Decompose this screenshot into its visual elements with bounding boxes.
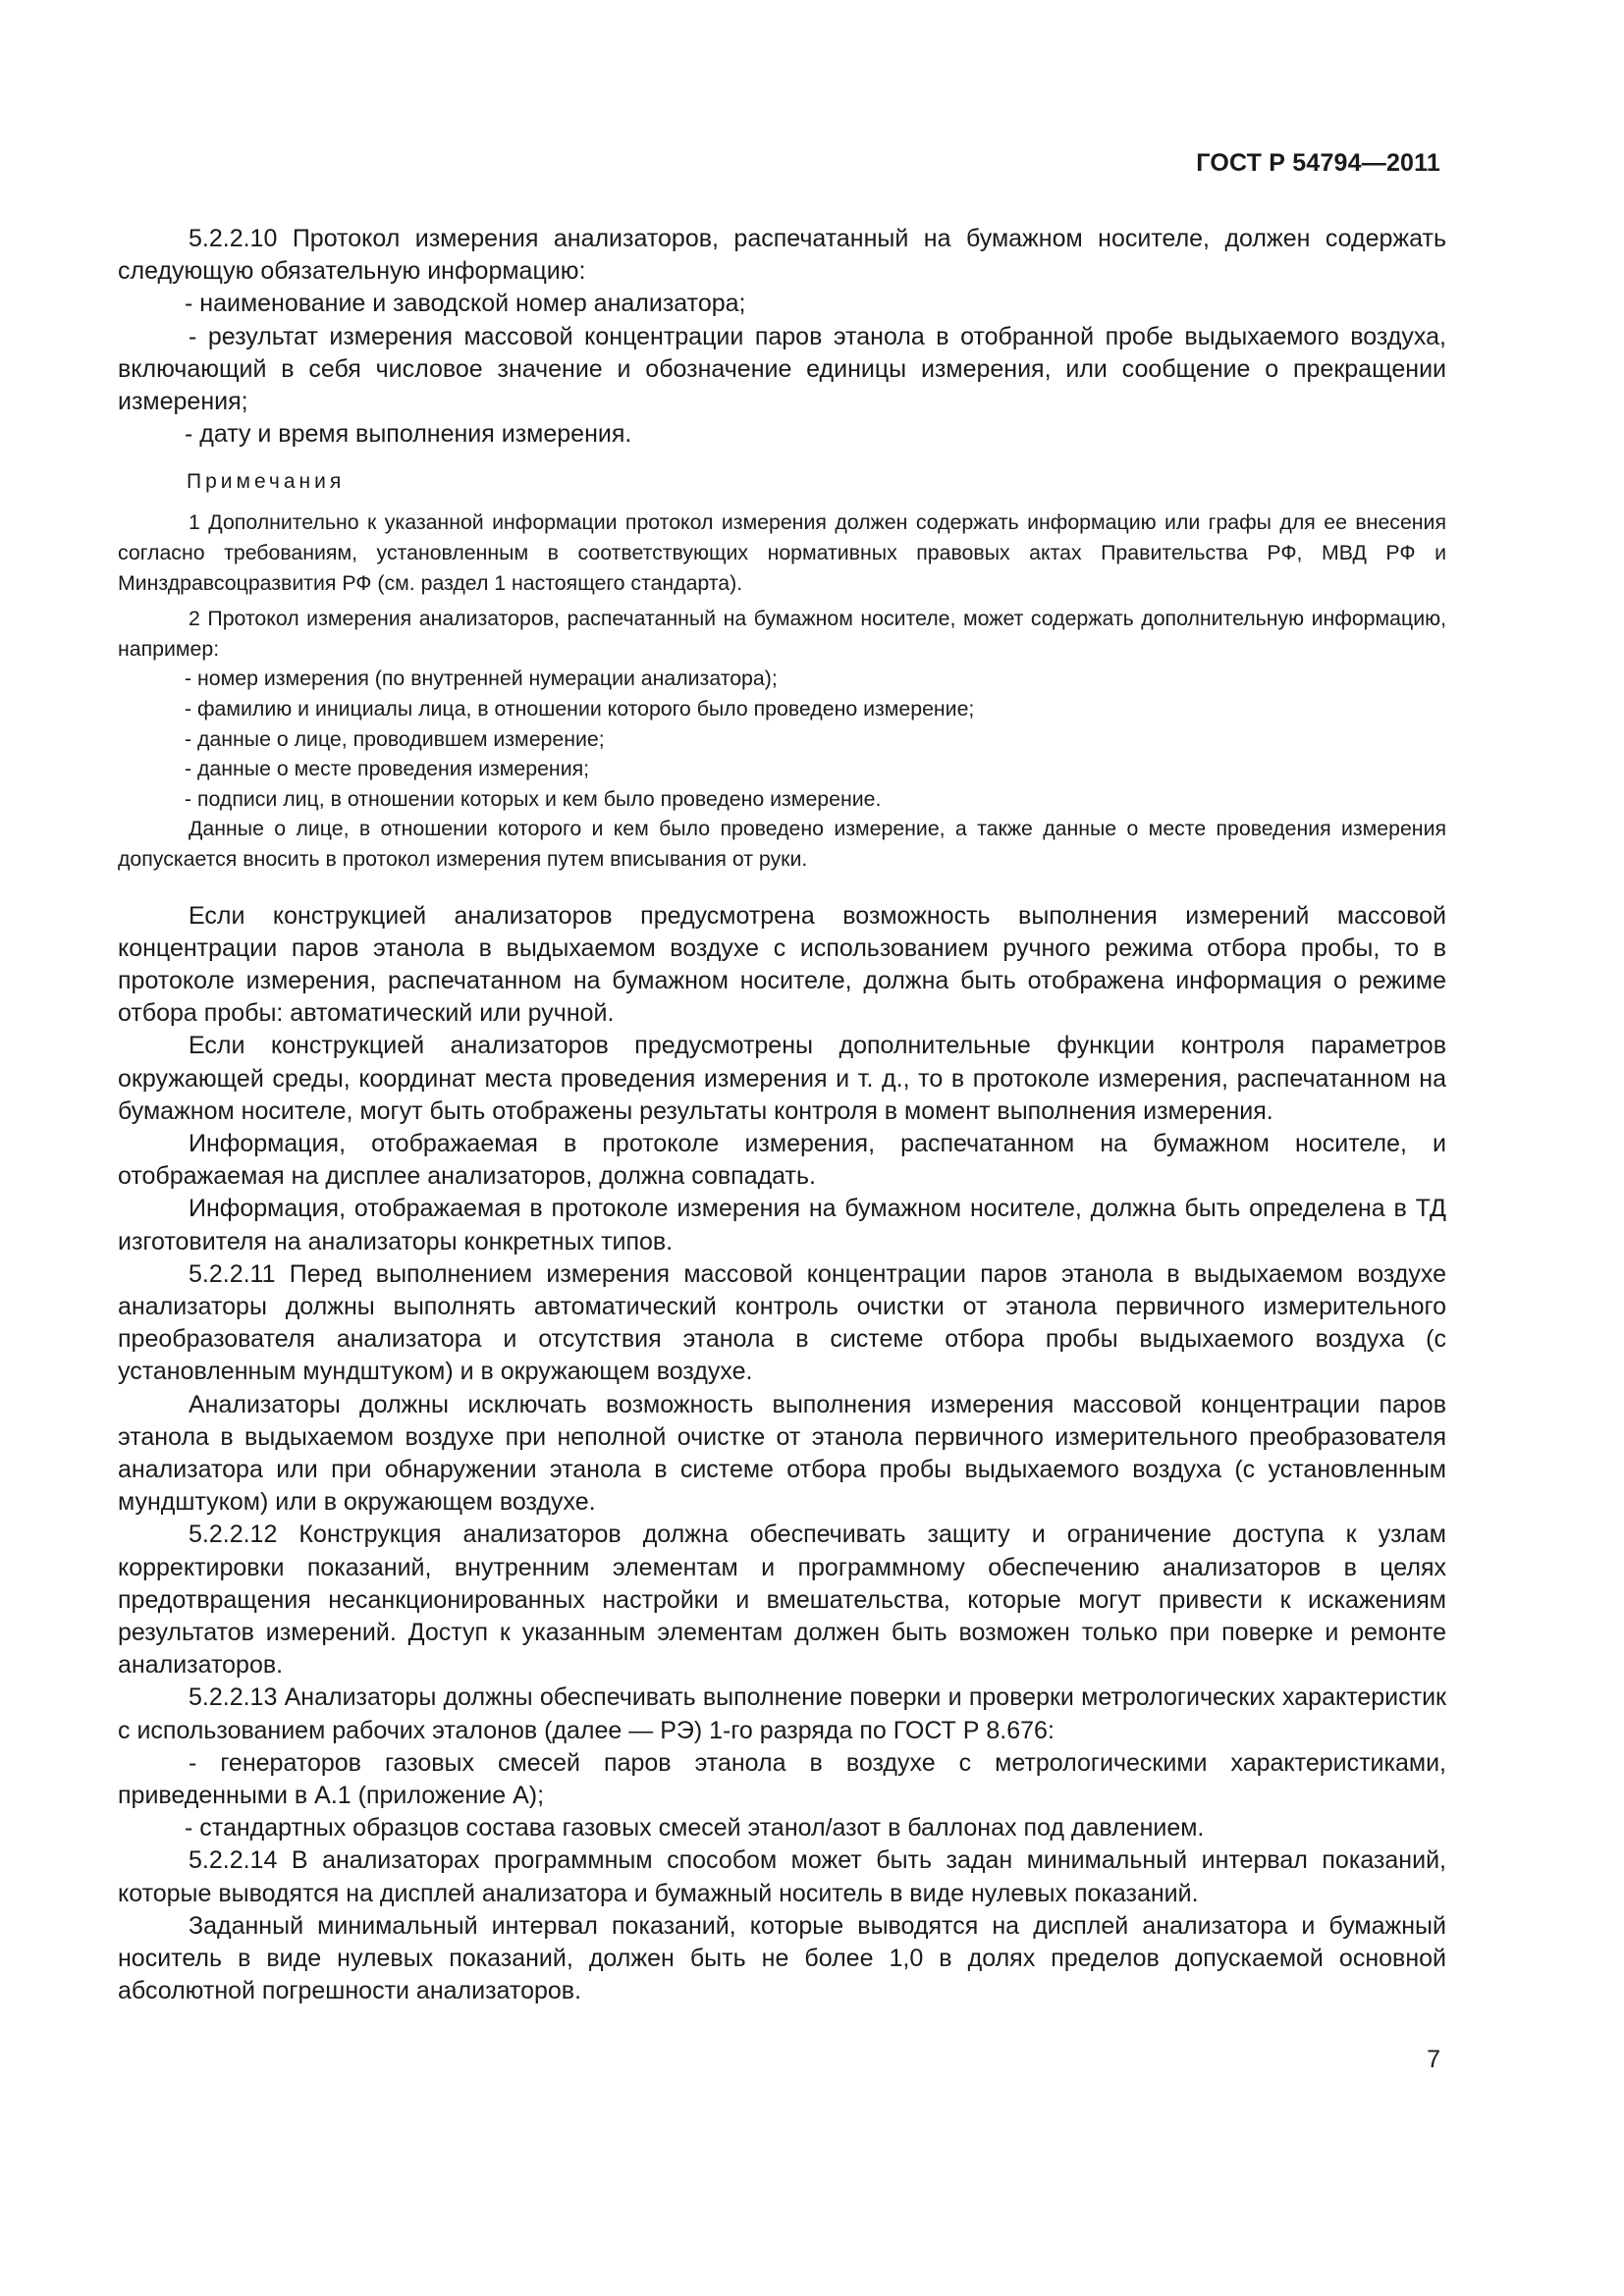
note-paragraph: - подписи лиц, в отношении которых и кем было проведено измерение. <box>185 786 882 811</box>
paragraph: 5.2.2.14 В анализаторах программным способом может быть задан минимальный интервал показаний, которые выводятся на дисплей анализатора и бумажный носитель в виде нулевых показаний. <box>118 1846 1446 1907</box>
document-header: ГОСТ Р 54794—2011 <box>1196 149 1440 177</box>
note-paragraph: Данные о лице, в отношении которого и кем было проведено измерение, а также данные о месте проведения измерения допускается вносить в протокол измерения путем вписывания от руки. <box>118 817 1446 871</box>
paragraph: Заданный минимальный интервал показаний, которые выводятся на дисплей анализатора и бумажный носитель в виде нулевых показаний, должен быть не более 1,0 в долях пределов допускаемой основной абсолютной погрешности анализаторов. <box>118 1911 1446 2005</box>
paragraph: Если конструкцией анализаторов предусмотрена возможность выполнения измерений массовой концентрации паров этанола в выдыхаемом воздухе с использованием ручного режима отбора пробы, то в протоколе измерения, распечатанном на бумажном носителе, должна быть отображена информация о режиме отбора пробы: автоматический или ручной. <box>118 901 1446 1028</box>
note-paragraph: - фамилию и инициалы лица, в отношении которого было проведено измерение; <box>185 696 975 721</box>
note-paragraph: - данные о лице, проводившем измерение; <box>185 726 605 751</box>
note-paragraph: 2 Протокол измерения анализаторов, распечатанный на бумажном носителе, может содержать дополнительную информацию, например: <box>118 607 1446 661</box>
paragraph: - генераторов газовых смесей паров этанола в воздухе с метрологическими характеристиками, приведенными в А.1 (приложение А); <box>118 1748 1446 1810</box>
paragraph: Анализаторы должны исключать возможность выполнения измерения массовой концентрации паров этанола в выдыхаемом воздухе при неполной очистке от этанола первичного измерительного преобразователя анализатора или при обнаружении этанола в системе отбора пробы выдыхаемого воздуха (с установленным мундштуком) или в окружающем воздухе. <box>118 1390 1446 1517</box>
notes-list <box>118 507 1446 874</box>
paragraph: 5.2.2.10 Протокол измерения анализаторов, распечатанный на бумажном носителе, должен содержать следующую обязательную информацию: <box>118 225 1446 286</box>
paragraph: - результат измерения массовой концентрации паров этанола в отобранной пробе выдыхаемого воздуха, включающий в себя числовое значение и обозначение единицы измерения, или сообщение о прекращении измерения; <box>118 322 1446 416</box>
paragraph: 5.2.2.13 Анализаторы должны обеспечивать выполнение поверки и проверки метрологических характеристик с использованием рабочих эталонов (далее — РЭ) 1-го разряда по ГОСТ Р 8.676: <box>118 1683 1446 1744</box>
paragraph: Если конструкцией анализаторов предусмотрены дополнительные функции контроля параметров окружающей среды, координат места проведения измерения и т. д., то в протоколе измерения, распечатанном на бумажном носителе, могут быть отображены результаты контроля в момент выполнения измерения. <box>118 1032 1446 1125</box>
note-paragraph: - номер измерения (по внутренней нумерации анализатора); <box>185 667 778 691</box>
paragraph: Информация, отображаемая в протоколе измерения, распечатанном на бумажном носителе, и отображаемая на дисплее анализаторов, должна совпадать. <box>118 1129 1446 1191</box>
page-number: 7 <box>1427 2046 1440 2073</box>
section-5-2-2-10 <box>118 223 1446 451</box>
document-body <box>118 223 1446 2007</box>
main-text-continued <box>118 900 1446 2008</box>
paragraph: 5.2.2.12 Конструкция анализаторов должна обеспечивать защиту и ограничение доступа к узлам корректировки показаний, внутренним элементам и программному обеспечению анализаторов в целях предотвращения несанкционированных настройки и вмешательства, которые могут привести к искажениям результатов измерений. Доступ к указанным элементам должен быть возможен только при поверке и ремонте анализаторов. <box>118 1521 1446 1680</box>
note-paragraph: 1 Дополнительно к указанной информации протокол измерения должен содержать информацию или графы для ее внесения согласно требованиям, установленным в соответствующих нормативных правовых актах Правительства РФ, МВД РФ и Минздравсоцразвития РФ (см. раздел 1 настоящего стандарта). <box>118 510 1446 595</box>
paragraph: Информация, отображаемая в протоколе измерения на бумажном носителе, должна быть определена в ТД изготовителя на анализаторы конкретных типов. <box>118 1195 1446 1255</box>
paragraph: 5.2.2.11 Перед выполнением измерения массовой концентрации паров этанола в выдыхаемом воздухе анализаторы должны выполнять автоматический контроль очистки от этанола первичного измерительного преобразователя анализатора и отсутствия этанола в системе отбора пробы выдыхаемого воздуха (с установленным мундштуком) и в окружающем воздухе. <box>118 1259 1446 1386</box>
paragraph: - стандартных образцов состава газовых смесей этанол/азот в баллонах под давлением. <box>185 1814 1205 1842</box>
paragraph: - наименование и заводской номер анализатора; <box>185 290 746 318</box>
note-paragraph: - данные о месте проведения измерения; <box>185 757 590 781</box>
notes-block <box>118 467 1446 874</box>
paragraph: - дату и время выполнения измерения. <box>185 420 632 449</box>
notes-title: Примечания <box>187 470 346 494</box>
